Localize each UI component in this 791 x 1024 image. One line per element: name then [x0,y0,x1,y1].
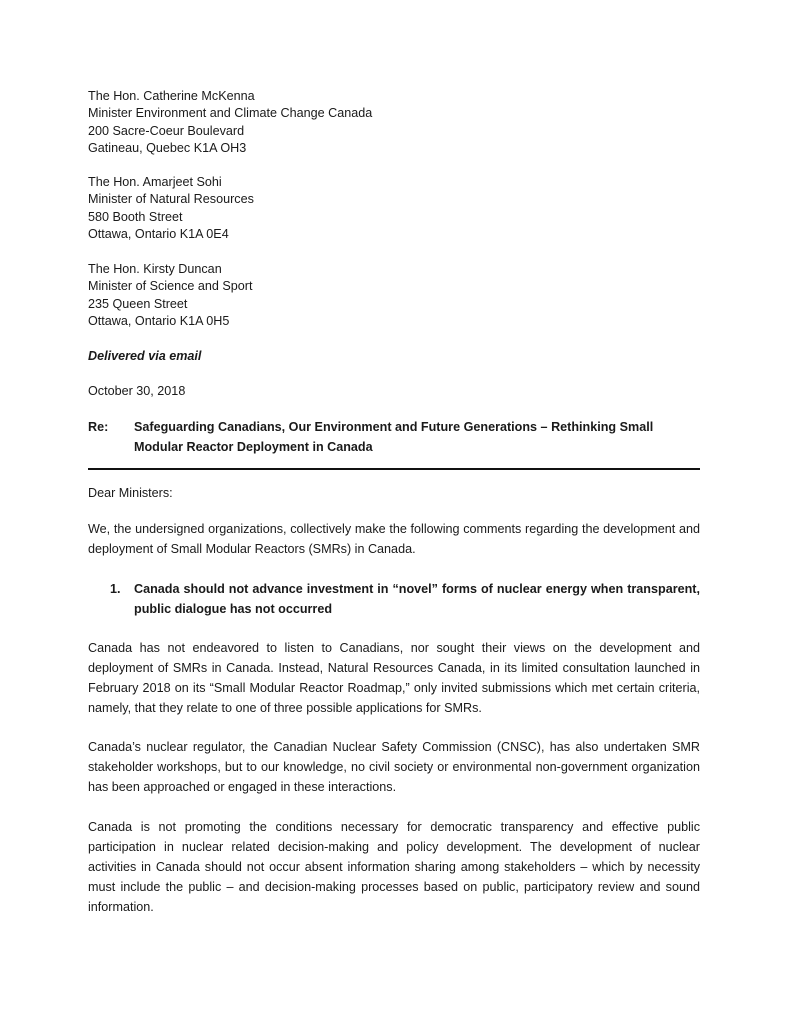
recipient-city: Ottawa, Ontario K1A 0H5 [88,314,230,329]
recipient-street: 580 Booth Street [88,209,183,224]
section-1-paragraph-3: Canada is not promoting the conditions necessary for democratic transparency and effective public participation in nuclear related decision-making and policy development. The development of nuclear activities in Canada should not occur absent information sharing among stakeholders – which by necessity must include the public – and decision-making processes based on public, participatory review and sound information. [88,820,700,914]
section-heading-text: Canada should not advance investment in “novel” forms of nuclear energy when transparent, public dialogue has not occurred [134,582,700,616]
recipient-name: The Hon. Catherine McKenna [88,89,255,103]
subject-line [88,417,700,459]
recipient-name: The Hon. Kirsty Duncan [88,262,222,276]
section-number: 1. [110,582,121,596]
recipient-city: Gatineau, Quebec K1A OH3 [88,141,247,156]
section-1-heading [110,579,700,621]
recipient-name: The Hon. Amarjeet Sohi [88,175,222,189]
subject-text: Safeguarding Canadians, Our Environment and Future Generations – Rethinking Small Modular Reactor Deployment in Canada [134,420,654,454]
recipient-title: Minister of Natural Resources [88,192,254,207]
recipient-title: Minister Environment and Climate Change Canada [88,106,373,121]
intro-paragraph: We, the undersigned organizations, collectively make the following comments regarding the development and deployment of Small Modular Reactors (SMRs) in Canada. [88,522,700,556]
section-1-paragraph-2: Canada’s nuclear regulator, the Canadian Nuclear Safety Commission (CNSC), has also undertaken SMR stakeholder workshops, but to our knowledge, no civil society or environmental non-government organization has been approached or engaged in these interactions. [88,740,700,794]
recipient-street: 200 Sacre-Coeur Boulevard [88,123,245,138]
recipient-address-mckenna [88,88,700,158]
subject-divider [88,468,700,470]
recipient-address-duncan [88,261,700,331]
salutation: Dear Ministers: [88,486,173,500]
subject-label: Re: [88,420,109,434]
recipient-city: Ottawa, Ontario K1A 0E4 [88,227,229,242]
letter-date: October 30, 2018 [88,384,186,398]
recipient-title: Minister of Science and Sport [88,279,253,294]
recipient-address-sohi [88,174,700,244]
section-1-paragraph-1: Canada has not endeavored to listen to Canadians, nor sought their views on the development and deployment of SMRs in Canada. Instead, Natural Resources Canada, in its limited consultation launched in February 2018 on its “Small Modular Reactor Roadmap,” only invited submissions which met certain criteria, namely, that they relate to one of three possible applications for SMRs. [88,641,700,715]
recipient-street: 235 Queen Street [88,296,188,311]
delivery-note: Delivered via email [88,349,202,363]
